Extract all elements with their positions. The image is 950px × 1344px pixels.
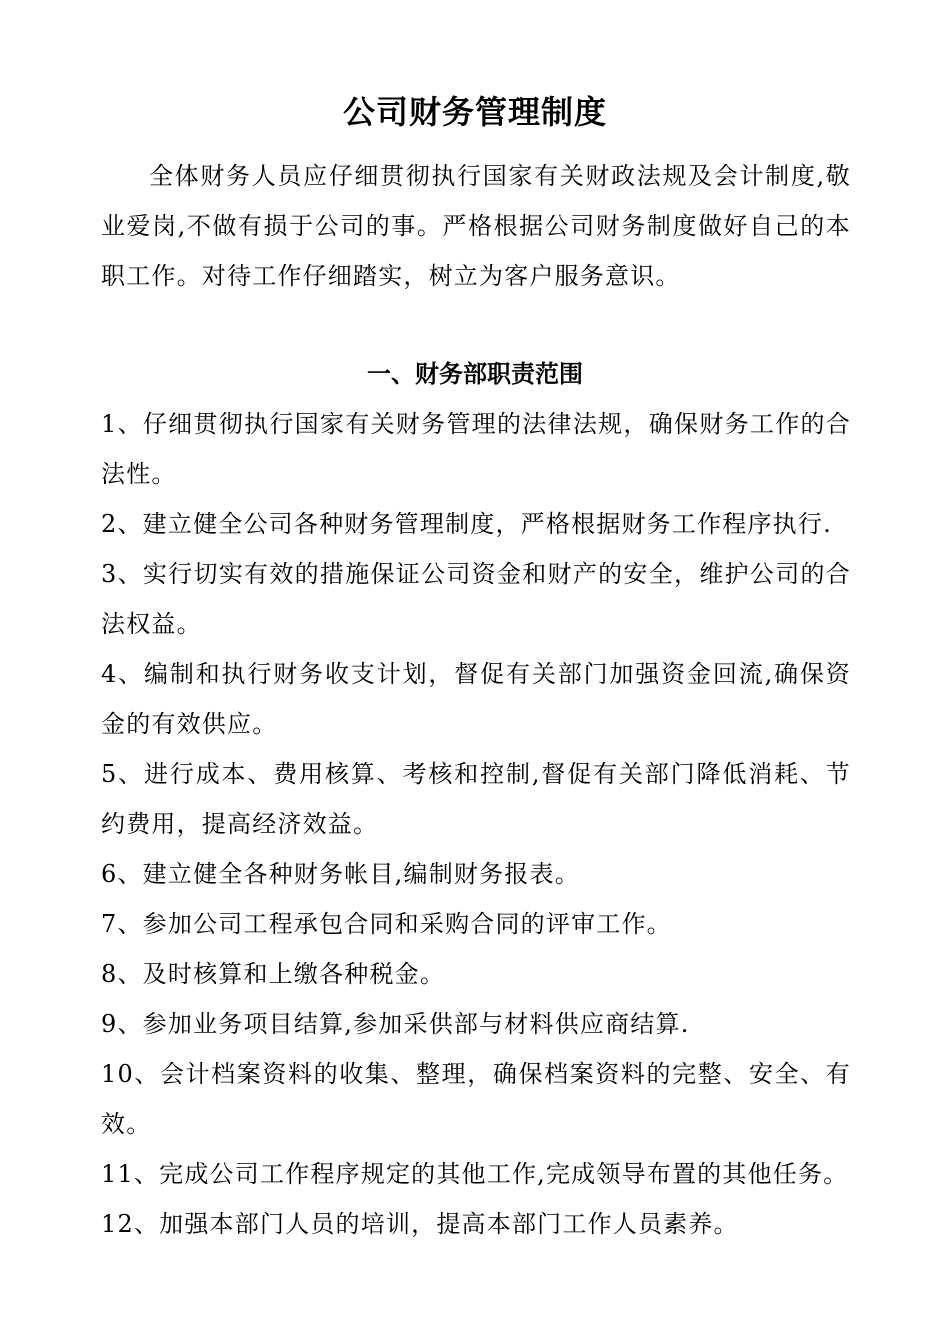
responsibility-list: [101, 399, 851, 1249]
list-item: 12、加强本部门人员的培训，提高本部门工作人员素养。: [101, 1210, 739, 1238]
list-item: 9、参加业务项目结算,参加采供部与材料供应商结算.: [101, 1010, 690, 1038]
list-item: 4、编制和执行财务收支计划，督促有关部门加强资金回流,确保资金的有效供应。: [101, 660, 851, 738]
list-item: 8、及时核算和上缴各种税金。: [101, 960, 446, 988]
intro-paragraph: 全体财务人员应仔细贯彻执行国家有关财政法规及会计制度,敬业爱岗,不做有损于公司的事。严格根据公司财务制度做好自己的本职工作。对待工作仔细踏实，树立为客户服务意识。: [101, 162, 851, 290]
list-item: 1、仔细贯彻执行国家有关财务管理的法律法规，确保财务工作的合法性。: [101, 410, 851, 488]
list-item: 7、参加公司工程承包合同和采购合同的评审工作。: [101, 910, 672, 938]
document-title: 公司财务管理制度: [342, 93, 607, 131]
list-item: 11、完成公司工作程序规定的其他工作,完成领导布置的其他任务。: [101, 1160, 849, 1188]
section-heading: 一、财务部职责范围: [367, 359, 583, 388]
list-item: 6、建立健全各种财务帐目,编制财务报表。: [101, 860, 580, 888]
list-item: 10、会计档案资料的收集、整理，确保档案资料的完整、安全、有效。: [101, 1060, 851, 1138]
list-item: 5、进行成本、费用核算、考核和控制,督促有关部门降低消耗、节约费用，提高经济效益。: [101, 760, 851, 838]
list-item: 3、实行切实有效的措施保证公司资金和财产的安全，维护公司的合法权益。: [101, 560, 851, 638]
list-item: 2、建立健全公司各种财务管理制度，严格根据财务工作程序执行.: [101, 510, 832, 538]
